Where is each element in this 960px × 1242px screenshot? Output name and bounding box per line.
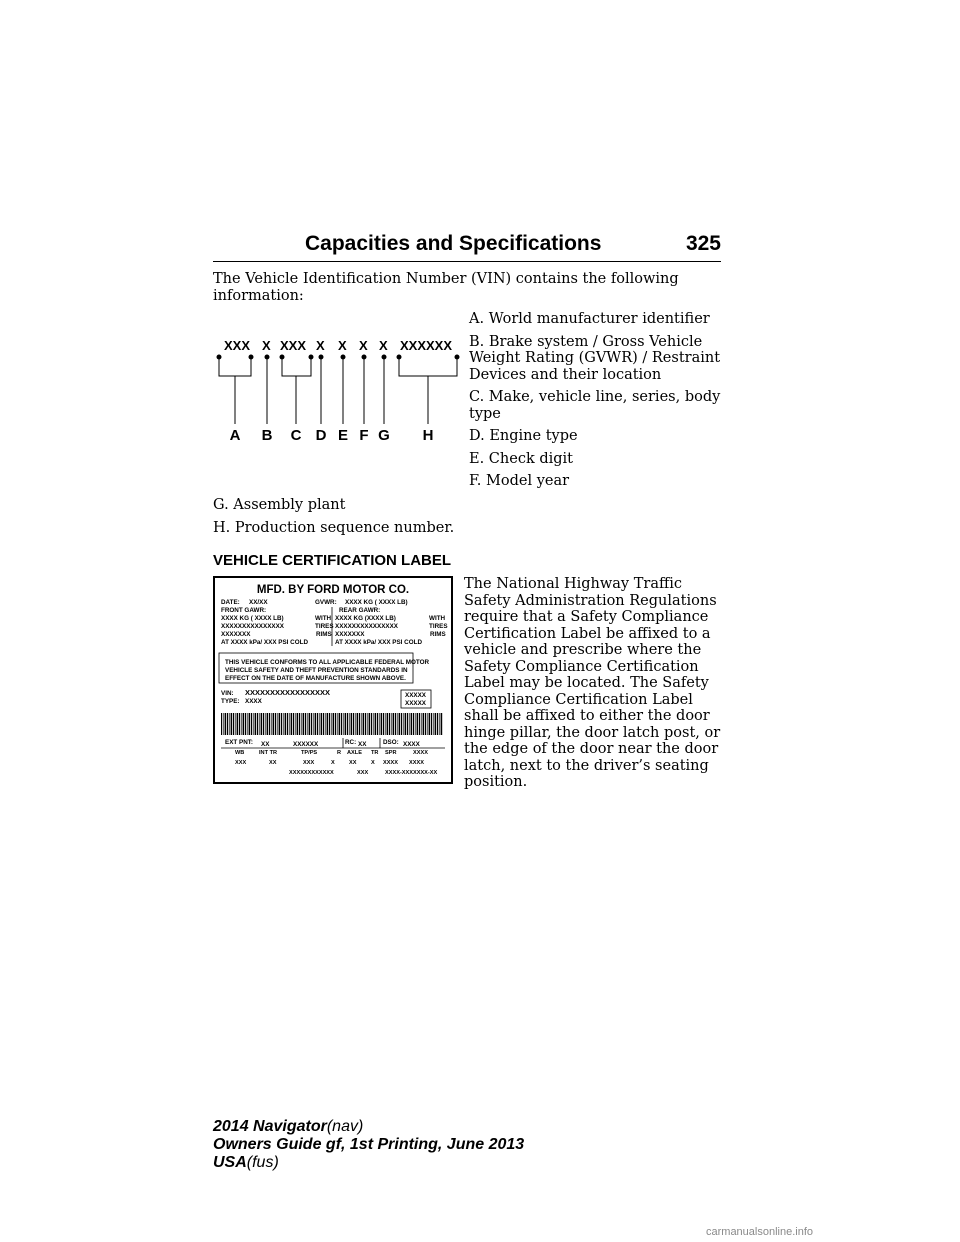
cert-rear-gawr: REAR GAWR: — [339, 607, 381, 614]
vin-letter-b: B — [261, 427, 273, 444]
vin-group-h: XXXXXX — [400, 338, 453, 353]
definition-item: B. Brake system / Gross Vehicle Weight Rating (GVWR) / Restraint Devices and their location — [469, 333, 721, 383]
page-footer — [213, 1118, 524, 1172]
cert-rear-rims: RIMS — [430, 631, 446, 638]
cert-front-tires: TIRES — [315, 623, 334, 630]
vin-group-f: X — [359, 338, 368, 353]
cert-dso-value: XXXX — [403, 741, 420, 748]
vin-letter-f: F — [359, 427, 369, 444]
cert-rear-rim: XXXXXXX — [335, 631, 365, 638]
vin-letter-g: G — [378, 427, 390, 444]
cert-gvwr-label: GVWR: — [315, 599, 337, 606]
cert-row-value: XXXX — [409, 760, 424, 766]
cert-rc-value: XX — [358, 741, 367, 748]
vin-letter-d: D — [315, 427, 327, 444]
vin-group-g: X — [379, 338, 388, 353]
vin-definitions-left — [213, 497, 463, 542]
vin-group-d: X — [316, 338, 325, 353]
vin-letter-a: A — [229, 427, 241, 444]
footer-guide: Owners Guide gf, 1st Printing, June 2013 — [213, 1136, 525, 1153]
vin-intro-text: The Vehicle Identification Number (VIN) contains the following information: — [213, 271, 679, 304]
cert-vin-value: XXXXXXXXXXXXXXXXX — [245, 688, 331, 697]
cert-rear-kg: XXXX KG (XXXX LB) — [335, 615, 396, 622]
vin-letter-h: H — [422, 427, 434, 444]
cert-row-value: X — [331, 760, 335, 766]
certification-label-illustration — [213, 576, 453, 784]
cert-row-value: XXXX — [383, 760, 398, 766]
section-heading: VEHICLE CERTIFICATION LABEL — [213, 552, 452, 569]
cert-row-label: AXLE — [347, 750, 362, 756]
page-number: 325 — [685, 232, 721, 255]
cert-front-with: WITH — [315, 615, 332, 622]
definition-item: F. Model year — [469, 473, 570, 489]
cert-row-value: XXX — [235, 760, 247, 766]
cert-gvwr-value: XXXX KG ( XXXX LB) — [345, 599, 408, 606]
vin-group-e: X — [338, 338, 347, 353]
cert-bottom-code-3: XXXX-XXXXXXX-XX — [385, 770, 438, 776]
cert-box-line-1: XXXXX — [405, 692, 426, 699]
cert-rear-with: WITH — [429, 615, 446, 622]
cert-front-kg: XXXX KG ( XXXX LB) — [221, 615, 284, 622]
cert-row-label: TP/PS — [301, 750, 318, 756]
footer-region: USA — [213, 1154, 247, 1171]
cert-ext-pnt-label: EXT PNT: — [225, 739, 253, 746]
cert-rear-pressure: AT XXXX kPa/ XXX PSI COLD — [335, 639, 423, 646]
definition-item: E. Check digit — [469, 450, 573, 467]
cert-row-value: XX — [349, 760, 357, 766]
vin-group-b: X — [262, 338, 271, 353]
cert-front-rims: RIMS — [316, 631, 332, 638]
cert-conform-line-3: EFFECT ON THE DATE OF MANUFACTURE SHOWN ABOVE. — [225, 675, 406, 682]
vin-letter-c: C — [290, 427, 302, 444]
definition-item: G. Assembly plant — [213, 497, 346, 513]
vin-definitions-right — [469, 311, 724, 496]
footer-model-line — [213, 1118, 524, 1136]
cert-row-label: R — [337, 750, 342, 756]
vin-group-a: XXX — [224, 338, 251, 353]
cert-conform-line-1: THIS VEHICLE CONFORMS TO ALL APPLICABLE FEDERAL MOTOR — [225, 659, 430, 666]
footer-model: 2014 Navigator — [213, 1118, 327, 1135]
cert-rear-tire: XXXXXXXXXXXXXXX — [335, 623, 398, 630]
cert-vin-label: VIN: — [221, 690, 234, 697]
cert-dso-label: DSO: — [383, 739, 399, 746]
vin-diagram — [213, 336, 463, 446]
cert-bottom-code-1: XXXXXXXXXXXX — [289, 770, 334, 776]
cert-bottom-code-2: XXX — [357, 770, 369, 776]
certification-label-graphic — [215, 578, 451, 782]
cert-row-value: XX — [269, 760, 277, 766]
page-header — [213, 232, 721, 262]
cert-row-value: XXX — [303, 760, 315, 766]
cert-conform-line-2: VEHICLE SAFETY AND THEFT PREVENTION STANDARDS IN — [225, 667, 408, 674]
definition-item: C. Make, vehicle line, series, body type — [469, 389, 721, 422]
definition-item: A. World manufacturer identifier — [469, 311, 710, 327]
cert-row-label: SPR — [385, 750, 397, 756]
barcode — [221, 713, 443, 735]
cert-row-label: INT TR — [259, 750, 278, 756]
cert-box-line-2: XXXXX — [405, 700, 426, 707]
cert-row-label: TR — [371, 750, 379, 756]
cert-row-label: XXXX — [413, 750, 428, 756]
cert-type-label: TYPE: — [221, 698, 240, 705]
cert-type-value: XXXX — [245, 698, 262, 705]
certification-paragraph: The National Highway Traffic Safety Administration Regulations require that a Safety Compliance Certification Label be affixed to a vehicle and prescribe where the Safety Compliance Certification Label may be located. The Safety Compliance Certification Label shall be affixed to either the door hinge pillar, the door latch post, or the edge of the door near the door latch, next to the driver’s seating position. — [464, 576, 721, 790]
cert-row-label: WB — [235, 750, 245, 756]
cert-date-value: XX/XX — [249, 599, 268, 606]
footer-model-code: (nav) — [326, 1118, 364, 1135]
definition-item: D. Engine type — [469, 428, 578, 444]
footer-region-code: (fus) — [246, 1154, 279, 1171]
page-title: Capacities and Specifications — [305, 232, 602, 255]
vin-group-c: XXX — [280, 338, 307, 353]
cert-front-gawr: FRONT GAWR: — [221, 607, 267, 614]
cert-rear-tires: TIRES — [429, 623, 448, 630]
cert-ext-value-1: XX — [261, 741, 270, 748]
cert-front-rim: XXXXXXX — [221, 631, 251, 638]
cert-date-label: DATE: — [221, 599, 240, 606]
cert-front-tire: XXXXXXXXXXXXXXX — [221, 623, 284, 630]
vin-letter-e: E — [337, 427, 349, 444]
watermark: carmanualsonline.info — [706, 1226, 814, 1238]
footer-region-line — [213, 1154, 524, 1172]
cert-title: MFD. BY FORD MOTOR CO. — [256, 584, 410, 596]
cert-row-value: X — [371, 760, 375, 766]
definition-item: H. Production sequence number. — [213, 519, 455, 536]
cert-front-pressure: AT XXXX kPa/ XXX PSI COLD — [221, 639, 309, 646]
cert-ext-value-2: XXXXXX — [293, 741, 319, 748]
cert-rc-label: RC: — [345, 739, 357, 746]
